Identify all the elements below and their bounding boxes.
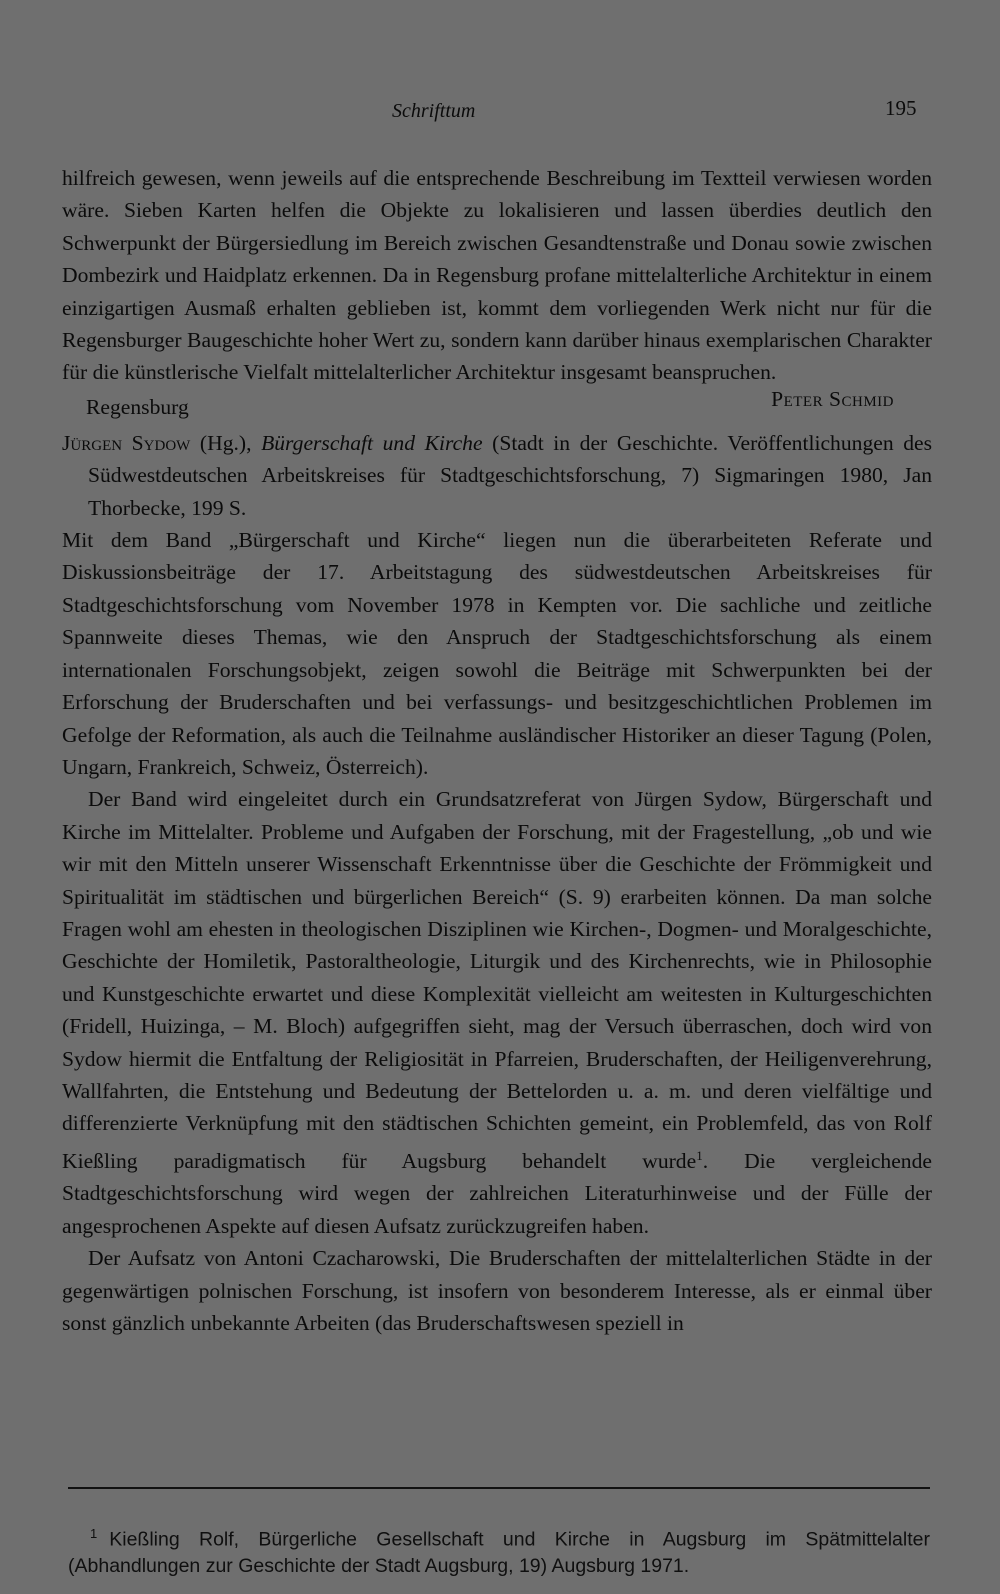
footnote (68, 1520, 930, 1581)
review-bibliographic-heading (62, 427, 932, 524)
signature-place: Regensburg (86, 394, 189, 419)
running-title: Schrifttum (392, 100, 476, 122)
review-paragraph-3: Der Aufsatz von Antoni Czacharowski, Die Bruderschaften der mittelalterlichen Städte in der gegenwärtigen polnischen Forschung, ist insofern von besonderem Interesse, als er einmal über sonst gänzlich unbekannte Arbeiten (das Bruderschaftswesen speziell in (62, 1246, 932, 1335)
footnote-separator (68, 1487, 930, 1489)
footnote-text: Kießling Rolf, Bürgerliche Gesellschaft und Kirche in Augsburg im Spätmittelalter (Abhandlungen zur Geschichte der Stadt Augsburg, 19) Augsburg 1971. (68, 1528, 930, 1577)
footnote-reference: 1 (696, 1147, 703, 1163)
page-number: 195 (885, 96, 917, 120)
editor-note: (Hg.), (190, 430, 262, 455)
running-header (0, 96, 1000, 128)
main-text (62, 162, 932, 1339)
signature-reviewer: Peter Schmid (771, 386, 894, 411)
review-paragraph-2 (62, 783, 932, 1242)
book-author: Jürgen Sydow (62, 430, 191, 455)
paragraph-2-text-a: Der Band wird eingeleitet durch ein Grundsatzreferat von Jürgen Sydow, Bürgerschaft und Kirche im Mittelalter. Probleme und Aufgaben der Forschung, mit der Fragestellung, „ob und wie wir mit den Mitteln unserer Wissenschaft Erkenntnisse über die Geschichte der Frömmigkeit und Spiritualität im städtischen und bürgerlichen Bereich“ (S. 9) erarbeiten können. Da man solche Fragen wohl am ehesten in theologischen Disziplinen wie Kirchen-, Dogmen- und Moralgeschichte, Geschichte der Homiletik, Pastoraltheologie, Liturgik und des Kirchenrechts, wie in Philosophie und Kunstgeschichte erwartet und diese Komplexität vielleicht am weitesten in Kulturgeschichten (Fridell, Huizinga, – M. Bloch) aufgegriffen sieht, mag der Versuch überraschen, doch wird von Sydow hiermit die Entfaltung der Religiosität in Pfarreien, Bruderschaften, der Heiligenverehrung, Wallfahrten, die Entstehung und Bedeutung der Bettelorden u. a. m. und deren vielfältige und differenzierte Verknüpfung mit den städtischen Schichten gemeint, ein Problemfeld, das von Rolf Kießling paradigmatisch für Augsburg behandelt wurde (62, 787, 932, 1173)
book-title: Bürgerschaft und Kirche (261, 430, 483, 455)
footnote-marker: 1 (90, 1525, 98, 1541)
bibliographic-details: (Stadt in der Geschichte. Veröffentlichungen des Südwestdeutschen Arbeitskreises für Stadtgeschichtsforschung, 7) Sigmaringen 1980, Jan Thorbecke, 199 S. (88, 430, 932, 520)
review-signature (62, 386, 932, 427)
review-paragraph-1: Mit dem Band „Bürgerschaft und Kirche“ liegen nun die überarbeiteten Referate und Diskussionsbeiträge der 17. Arbeitstagung des südwestdeutschen Arbeitskreises für Stadtgeschichtsforschung vom November 1978 in Kempten vor. Die sachliche und zeitliche Spannweite dieses Themas, wie den Anspruch der Stadtgeschichtsforschung als einem internationalen Forschungsobjekt, zeigen sowohl die Beiträge mit Schwerpunkten bei der Erforschung der Bruderschaften und bei verfassungs- und besitzgeschichtlichen Problemen im Gefolge der Reformation, als auch die Teilnahme ausländischer Historiker an dieser Tagung (Polen, Ungarn, Frankreich, Schweiz, Österreich). (62, 528, 932, 779)
review-continuation-paragraph: hilfreich gewesen, wenn jeweils auf die entsprechende Beschreibung im Textteil verwiesen worden wäre. Sieben Karten helfen die Objekte zu lokalisieren und lassen überdies deutlich den Schwerpunkt der Bürgersiedlung im Bereich zwischen Gesandtenstraße und Donau sowie zwischen Dombezirk und Haidplatz erkennen. Da in Regensburg profane mittelalterliche Architektur in einem einzigartigen Ausmaß erhalten geblieben ist, kommt dem vorliegenden Werk nicht nur für die Regensburger Baugeschichte hoher Wert zu, sondern kann darüber hinaus exemplarischen Charakter für die künstlerische Vielfalt mittelalterlicher Architektur insgesamt beanspruchen. (62, 166, 932, 385)
paragraph-2-text-b: . Die vergleichende Stadtgeschichtsforschung wird wegen der zahlreichen Literaturhinweise und der Fülle der angesprochenen Aspekte auf diesen Aufsatz zurückzugreifen haben. (62, 1148, 932, 1238)
